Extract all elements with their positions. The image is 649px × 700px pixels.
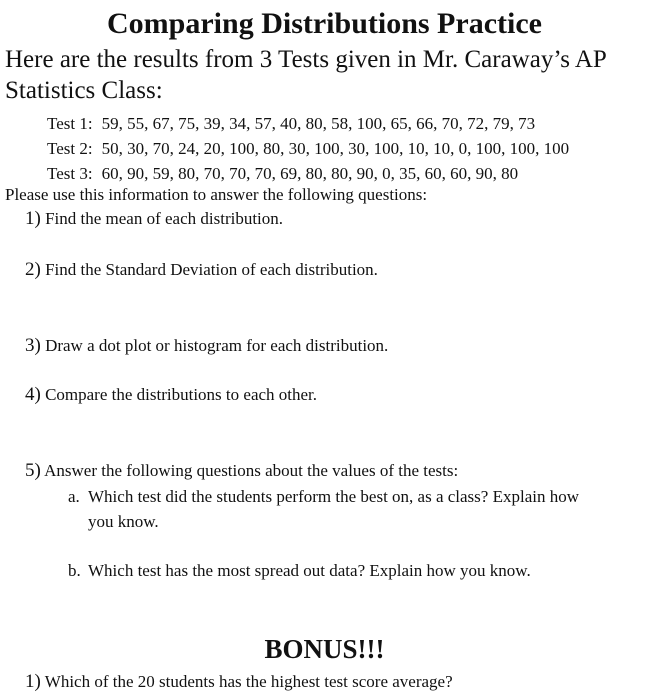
- question-4-text: Compare the distributions to each other.: [45, 385, 318, 404]
- intro-paragraph: Here are the results from 3 Tests given in Mr. Caraway’s AP Statistics Class:: [5, 46, 606, 104]
- bonus-heading: BONUS!!!: [264, 634, 385, 664]
- test-1-label: Test 1:: [47, 114, 93, 133]
- question-4-number: 4): [25, 384, 41, 405]
- question-3: [25, 335, 388, 357]
- bonus-question-1-number: 1): [25, 671, 41, 692]
- bonus-question-1-text: Which of the 20 students has the highest test score average?: [44, 672, 453, 691]
- subquestion-b: [68, 558, 646, 583]
- subquestion-b-letter: b.: [68, 561, 81, 580]
- subquestion-a-text: Which test did the students perform the best on, as a class? Explain how: [88, 487, 579, 506]
- question-1-number: 1): [25, 208, 41, 229]
- test-3-scores: 60, 90, 59, 80, 70, 70, 70, 69, 80, 80, 90, 0, 35, 60, 60, 90, 80: [101, 164, 519, 183]
- question-2-number: 2): [25, 259, 41, 280]
- subquestion-a-continuation: you know.: [88, 512, 159, 531]
- question-2-text: Find the Standard Deviation of each distribution.: [45, 260, 378, 279]
- test-1-line: [47, 111, 569, 136]
- question-1-text: Find the mean of each distribution.: [45, 209, 284, 228]
- question-3-text: Draw a dot plot or histogram for each distribution.: [45, 336, 389, 355]
- test-1-scores: 59, 55, 67, 75, 39, 34, 57, 40, 80, 58, 100, 65, 66, 70, 72, 79, 73: [101, 114, 536, 133]
- page-title: Comparing Distributions Practice: [107, 7, 542, 40]
- subquestion-a: [68, 484, 646, 534]
- question-3-number: 3): [25, 335, 41, 356]
- question-5: [25, 460, 458, 482]
- question-1: [25, 208, 283, 230]
- test-3-line: [47, 161, 569, 186]
- question-5-number: 5): [25, 460, 41, 481]
- test-2-line: [47, 136, 569, 161]
- question-2: [25, 259, 378, 281]
- question-5-text: Answer the following questions about the values of the tests:: [44, 461, 459, 480]
- subquestion-b-text: Which test has the most spread out data? Explain how you know.: [88, 561, 531, 580]
- test-3-label: Test 3:: [47, 164, 93, 183]
- instruction-text: Please use this information to answer the following questions:: [5, 185, 428, 204]
- test-2-scores: 50, 30, 70, 24, 20, 100, 80, 30, 100, 30, 100, 10, 10, 0, 100, 100, 100: [101, 139, 570, 158]
- bonus-question-1: [25, 671, 453, 693]
- test-results-list: [47, 111, 569, 186]
- test-2-label: Test 2:: [47, 139, 93, 158]
- subquestion-a-letter: a.: [68, 487, 80, 506]
- question-4: [25, 384, 317, 406]
